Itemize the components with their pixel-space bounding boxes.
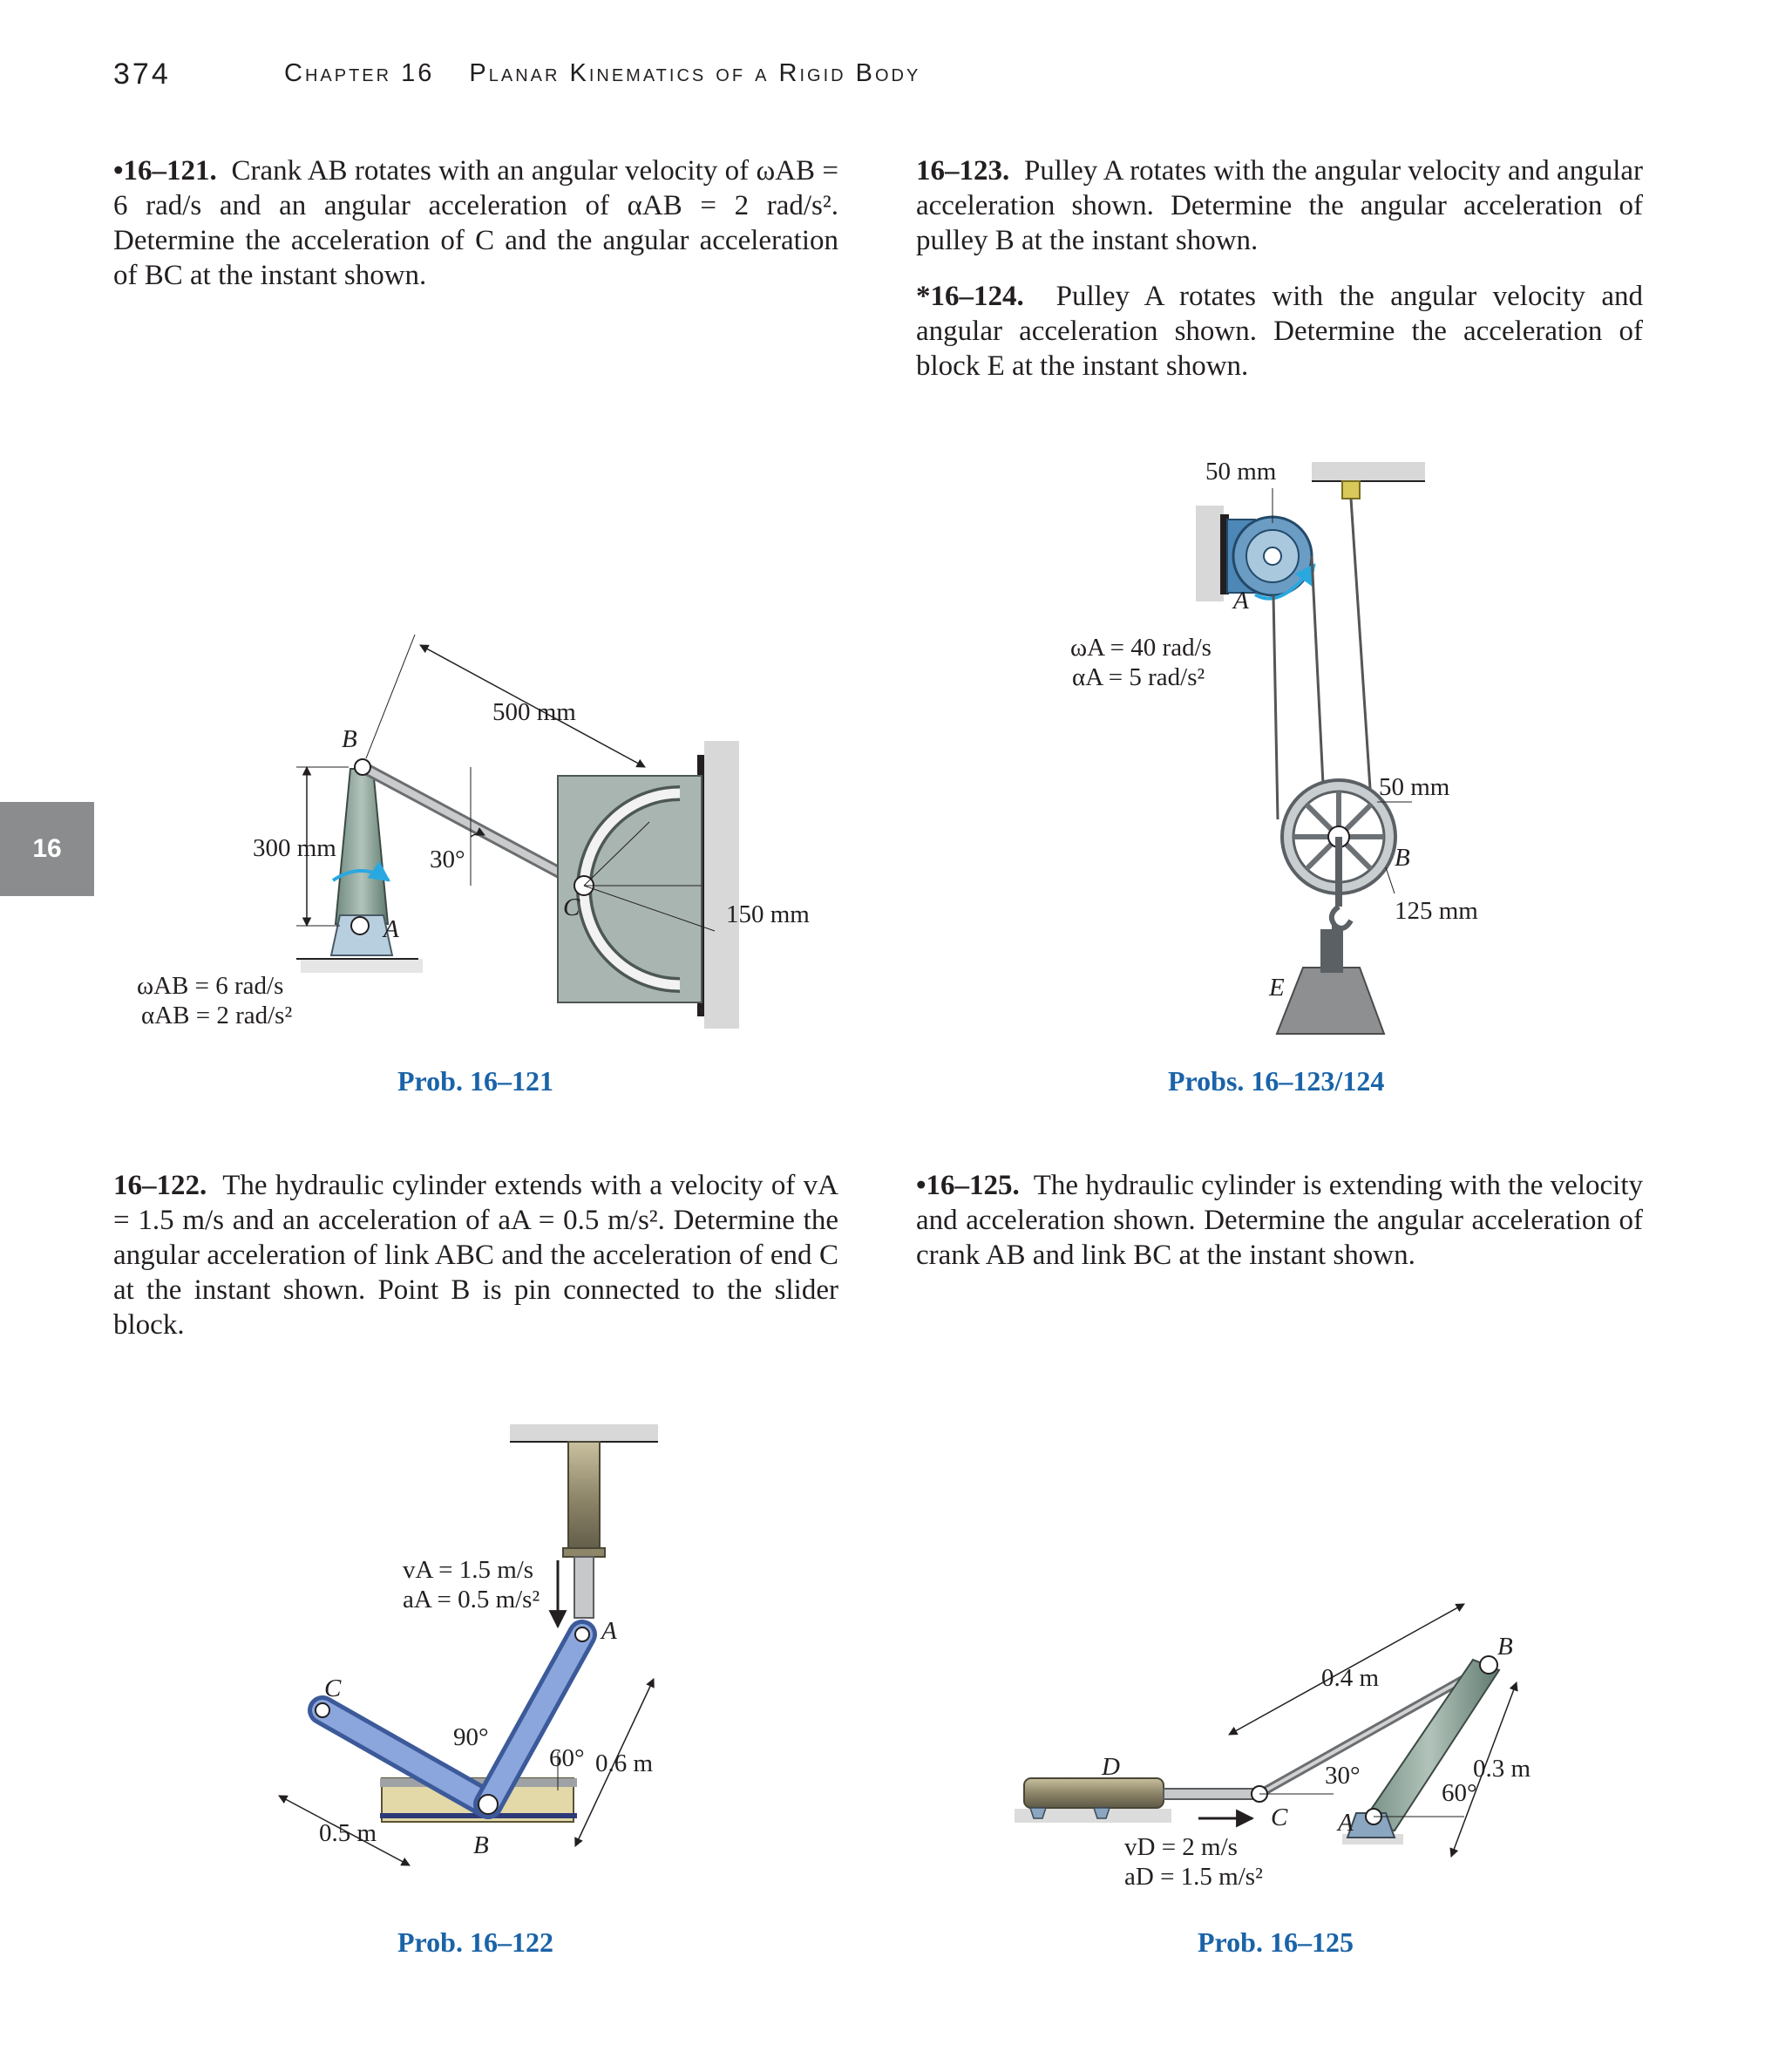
velocity-a: vA = 1.5 m/s	[403, 1556, 534, 1584]
ceiling	[1312, 462, 1425, 481]
wall	[704, 741, 739, 1029]
dim-300-label: 300 mm	[253, 834, 336, 862]
problem-text: Crank AB rotates with an angular velocity of ωAB = 6 rad/s and an angular acceleration of αAB = 2 rad/s². Determine the acceleration of C and the angular acceleration of BC at the instant shown.	[113, 155, 838, 291]
figure-16-125	[1015, 1604, 1531, 1891]
dim-500-ext	[366, 635, 415, 758]
figure-16-121	[137, 635, 810, 1029]
piston-rod	[1164, 1789, 1259, 1799]
dim-05-label: 0.5 m	[319, 1819, 377, 1847]
label-d: D	[1102, 1753, 1120, 1781]
label-c: C	[563, 893, 580, 921]
problem-number: 16–123.	[916, 155, 1010, 187]
label-c: C	[324, 1675, 342, 1702]
accel-d: aD = 1.5 m/s²	[1124, 1863, 1263, 1891]
problem-number: 16–122.	[113, 1170, 207, 1201]
problem-text: The hydraulic cylinder is extending with the velocity and acceleration shown. Determine the angular acceleration of crank AB and link BC at the instant shown.	[916, 1170, 1643, 1271]
dim-125: 125 mm	[1395, 897, 1478, 925]
problem-number: *16–124.	[916, 281, 1024, 312]
dim-500-label: 500 mm	[492, 698, 576, 726]
angle-90: 90°	[453, 1723, 489, 1751]
label-c: C	[1271, 1804, 1288, 1831]
problem-text: Pulley A rotates with the angular velocity and angular acceleration shown. Determine the acceleration of block E at the instant shown.	[916, 281, 1644, 382]
ground-base	[301, 959, 423, 973]
dim-top-50: 50 mm	[1205, 458, 1277, 486]
pin-c	[316, 1703, 329, 1717]
dim-125-leader	[1386, 867, 1395, 893]
chapter-label: Chapter 16	[284, 59, 435, 87]
problem-text: The hydraulic cylinder extends with a velocity of vA = 1.5 m/s and an acceleration of aA = 0.5 m/s². Determine the angular acceleration of link ABC and the acceleration of end C at the instant shown. Point B is pin connected to the slider block.	[113, 1170, 838, 1341]
side-tab-label: 16	[32, 834, 62, 863]
cable-left	[1273, 595, 1278, 819]
label-b: B	[342, 725, 357, 753]
label-a: A	[601, 1617, 617, 1645]
angle-30-label: 30°	[430, 846, 465, 873]
caption-prob-16-121: Prob. 16–121	[397, 1065, 553, 1097]
hydraulic-cylinder	[568, 1442, 600, 1555]
label-b: B	[1395, 844, 1410, 872]
angle-60: 60°	[1442, 1779, 1477, 1807]
caption-prob-16-125: Prob. 16–125	[1198, 1926, 1354, 1958]
block-hanger	[1320, 929, 1343, 973]
page-number: 374	[113, 58, 171, 91]
angle-60: 60°	[549, 1744, 585, 1772]
wall-mount	[1196, 506, 1224, 601]
problem-text: Pulley A rotates with the angular velocity and angular acceleration shown. Determine the angular acceleration of pulley B at the instant shown.	[916, 155, 1643, 256]
ceiling	[510, 1424, 658, 1442]
dim-150-label: 150 mm	[726, 900, 810, 928]
problem-number: •16–121.	[113, 155, 217, 187]
label-a: A	[1233, 587, 1249, 615]
chapter-title: Planar Kinematics of a Rigid Body	[469, 59, 921, 87]
pin-a	[351, 917, 369, 934]
label-a: A	[1338, 1809, 1354, 1837]
caption-prob-16-122: Prob. 16–122	[397, 1926, 553, 1958]
hydraulic-cylinder-d	[1024, 1778, 1164, 1808]
pin-a	[575, 1627, 589, 1641]
omega-ab: ωAB = 6 rad/s	[137, 972, 284, 1000]
alpha-ab: αAB = 2 rad/s²	[141, 1002, 293, 1029]
cylinder-foot-2	[1094, 1808, 1110, 1818]
link-bc-highlight	[363, 767, 584, 886]
caption-probs-16-123-124: Probs. 16–123/124	[1168, 1065, 1385, 1097]
crank-ab	[336, 769, 388, 924]
cable-middle	[1312, 556, 1325, 819]
velocity-d: vD = 2 m/s	[1124, 1833, 1238, 1861]
block-e	[1277, 968, 1384, 1034]
accel-a: aA = 0.5 m/s²	[403, 1586, 540, 1613]
dim-06-label: 0.6 m	[595, 1749, 654, 1777]
label-b: B	[1497, 1633, 1513, 1661]
piston-rod	[574, 1557, 594, 1618]
dim-03-label: 0.3 m	[1473, 1755, 1531, 1783]
pin-b	[355, 759, 370, 775]
cylinder-foot-1	[1030, 1808, 1046, 1818]
pin-b	[1480, 1656, 1497, 1674]
alpha-a: αA = 5 rad/s²	[1072, 663, 1205, 691]
cable-right	[1351, 499, 1373, 828]
label-e: E	[1269, 974, 1285, 1002]
pin-b	[478, 1795, 498, 1814]
ceiling-hook	[1342, 481, 1360, 499]
label-b: B	[473, 1831, 489, 1859]
crank-ab	[1360, 1660, 1499, 1831]
omega-a: ωA = 40 rad/s	[1070, 634, 1211, 662]
figure-16-122	[279, 1424, 658, 1865]
label-a: A	[383, 915, 399, 943]
problem-number: •16–125.	[916, 1170, 1020, 1201]
cylinder-collar	[563, 1548, 605, 1557]
pulley-a-hub	[1264, 547, 1281, 565]
dim-b-50: 50 mm	[1379, 773, 1450, 801]
angle-30: 30°	[1325, 1762, 1361, 1790]
figure-16-123-124	[1070, 458, 1478, 1034]
dim-04-label: 0.4 m	[1321, 1664, 1380, 1692]
